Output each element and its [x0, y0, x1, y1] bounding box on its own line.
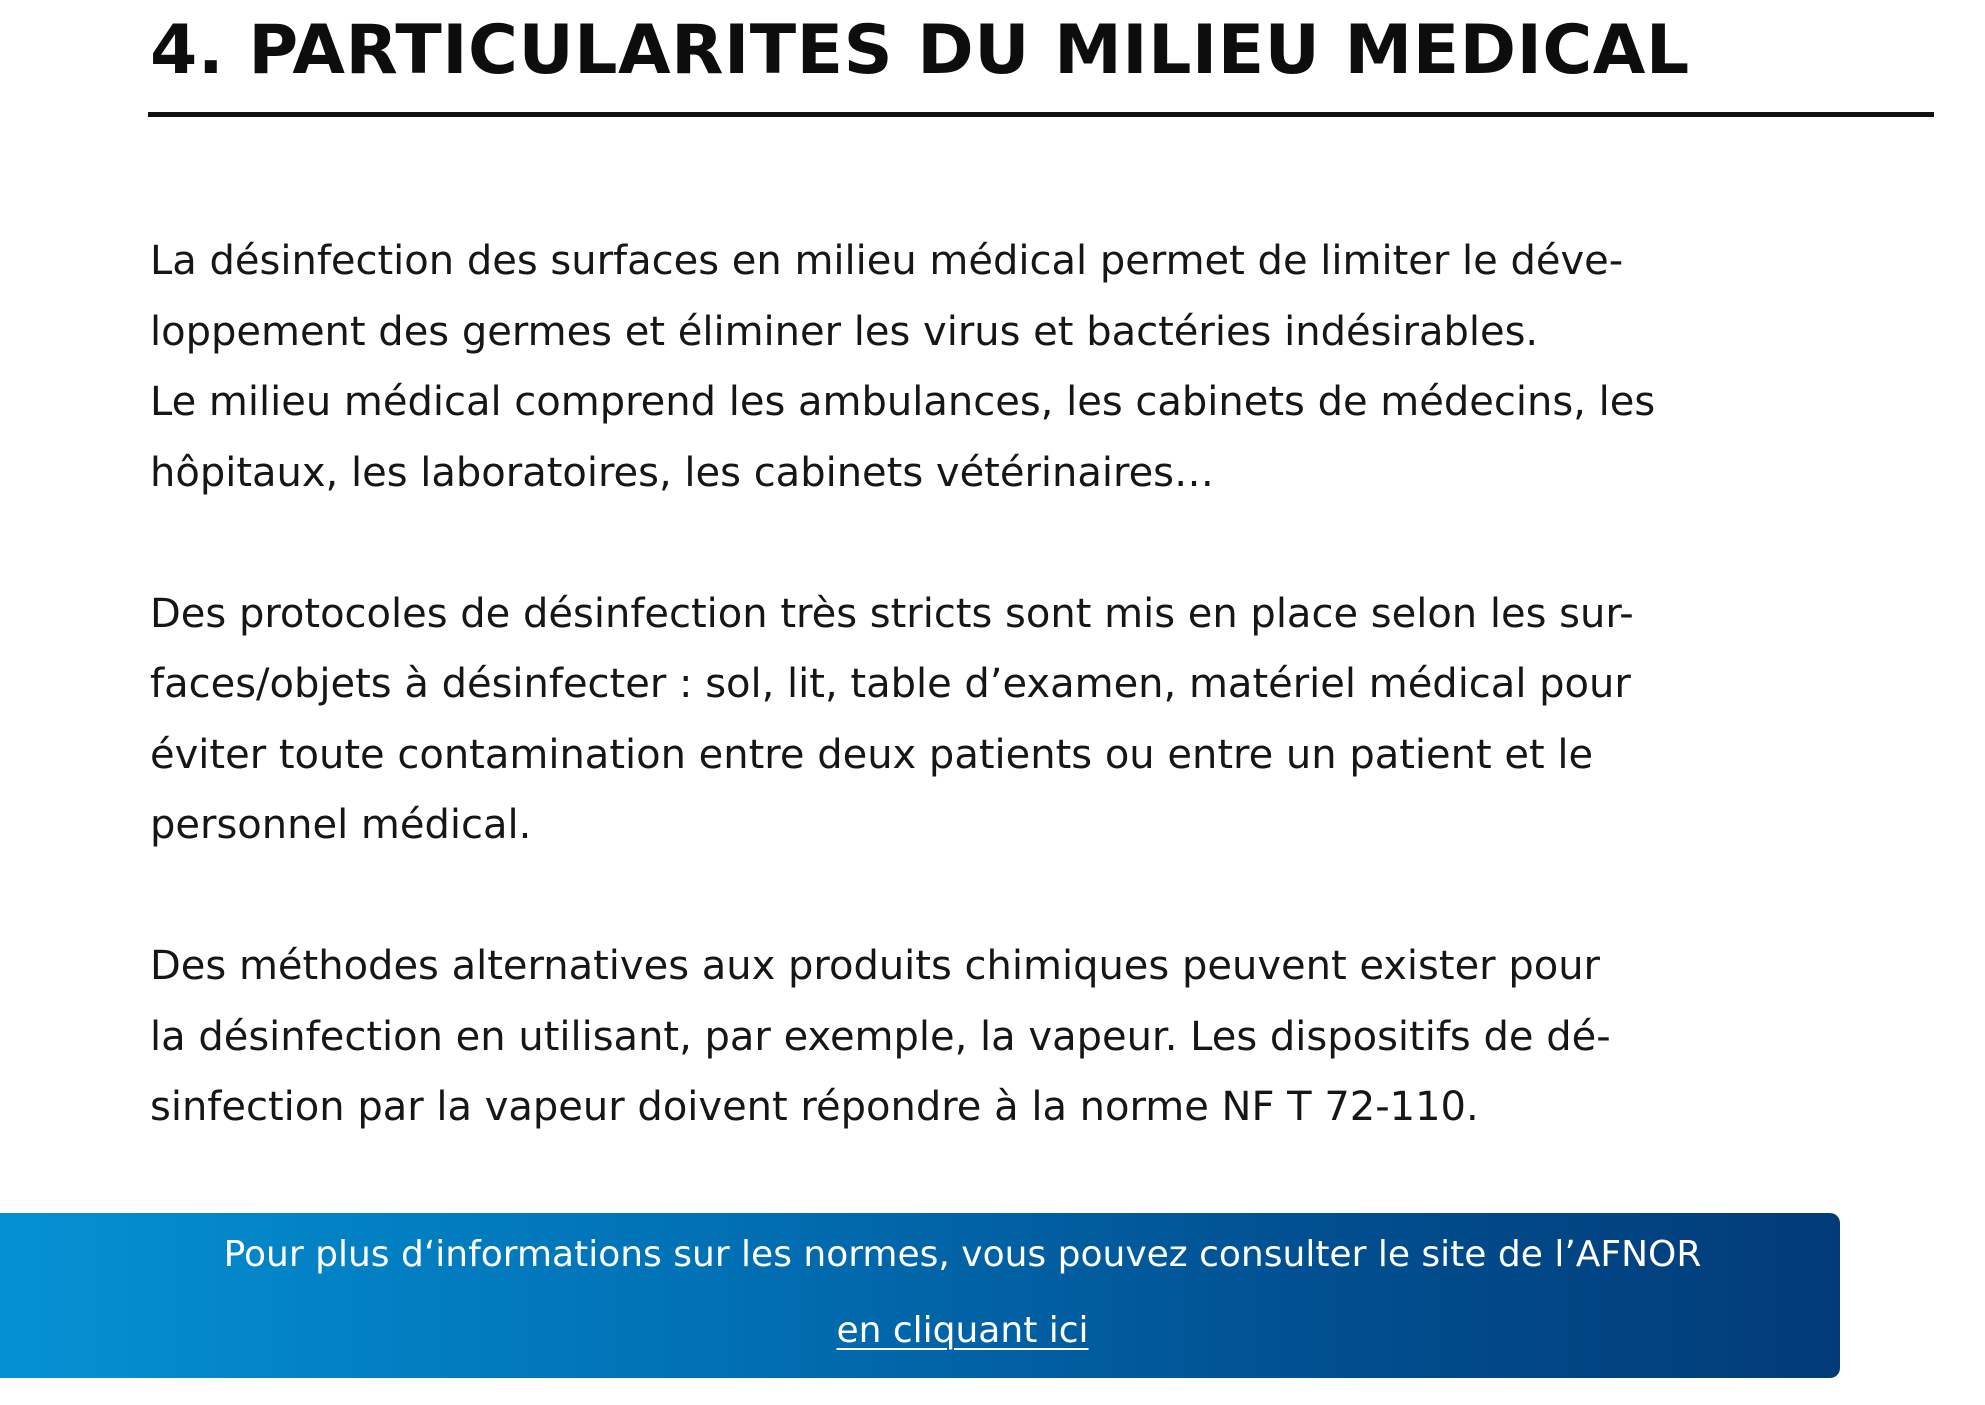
body-text — [150, 226, 1850, 1143]
text-line: personnel médical. — [150, 802, 532, 848]
paragraph-alternatives — [150, 931, 1850, 1143]
banner-text: Pour plus d‘informations sur les normes, vous pouvez consulter le site de l’AFNOR — [223, 1234, 1702, 1275]
banner-link-row — [0, 1308, 1925, 1354]
paragraph-intro — [150, 226, 1850, 508]
title-underline — [148, 112, 1934, 117]
text-line: faces/objets à désinfecter : sol, lit, table d’examen, matériel médical pour — [150, 661, 1631, 707]
afnor-info-banner — [0, 1213, 1840, 1378]
text-line: sinfection par la vapeur doivent répondre à la norme NF T 72-110. — [150, 1084, 1479, 1130]
text-line: hôpitaux, les laboratoires, les cabinets vétérinaires… — [150, 449, 1215, 496]
text-line: la désinfection en utilisant, par exemple, la vapeur. Les dispositifs de dé- — [150, 1013, 1611, 1060]
section-title: 4. PARTICULARITES DU MILIEU MEDICAL — [150, 11, 1690, 90]
text-line: loppement des germes et éliminer les virus et bactéries indésirables. — [150, 308, 1539, 355]
text-line: La désinfection des surfaces en milieu médical permet de limiter le déve- — [150, 238, 1624, 284]
paragraph-spacer — [150, 861, 1850, 932]
text-line: Des protocoles de désinfection très stricts sont mis en place selon les sur- — [150, 590, 1634, 637]
paragraph-spacer — [150, 508, 1850, 579]
text-line: éviter toute contamination entre deux patients ou entre un patient et le — [150, 731, 1594, 778]
text-line: Des méthodes alternatives aux produits chimiques peuvent exister pour — [150, 943, 1600, 989]
text-line: Le milieu médical comprend les ambulances, les cabinets de médecins, les — [150, 379, 1656, 425]
paragraph-protocols — [150, 579, 1850, 861]
afnor-link[interactable]: en cliquant ici — [836, 1310, 1089, 1351]
